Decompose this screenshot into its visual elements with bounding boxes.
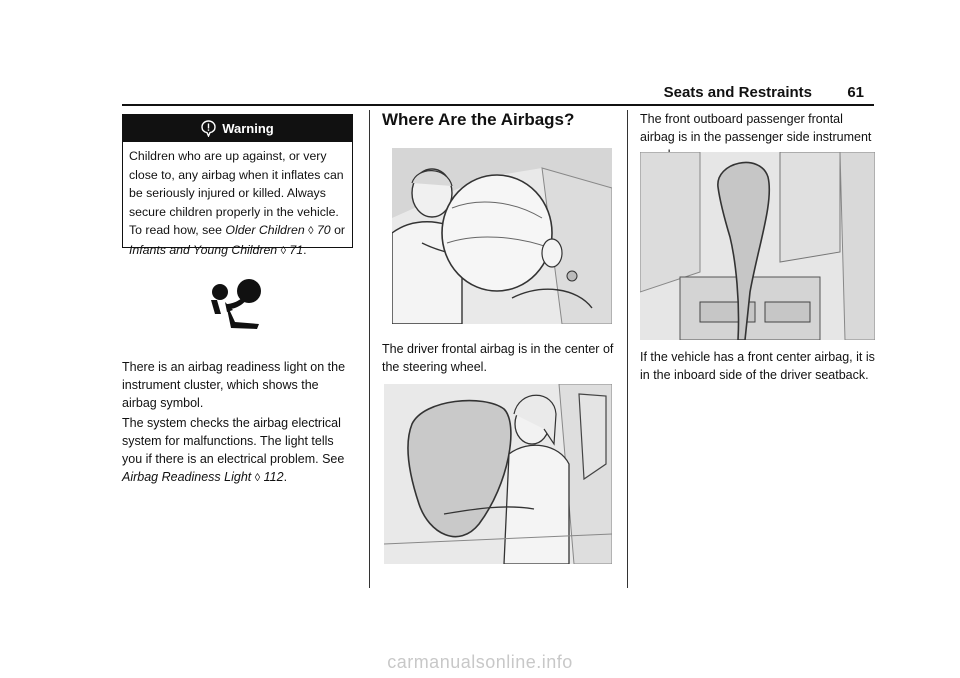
page-ref[interactable]: 70 bbox=[316, 223, 331, 238]
paragraph-passenger-airbag: The front outboard passenger frontal airbag is in the passenger side instrument bbox=[640, 112, 872, 144]
section-heading: Where Are the Airbags? bbox=[382, 110, 575, 129]
warning-text: Children who are up against, or very close to, any airbag when it inflates can be seriously injured or killed. Always secure children properly in the vehicle. To read how, see Older Children ◊ 70 or Infants and Young Children ◊ 71. bbox=[129, 149, 346, 257]
column-divider bbox=[369, 110, 370, 588]
column-divider bbox=[627, 110, 628, 588]
warning-icon bbox=[201, 120, 216, 137]
page-ref[interactable]: 112 bbox=[263, 470, 284, 484]
passenger-panel-airbag-illustration bbox=[640, 152, 875, 340]
ref-arrow-icon: ◊ bbox=[254, 472, 261, 484]
link-airbag-readiness-light[interactable]: Airbag Readiness Light bbox=[122, 470, 252, 484]
warning-header bbox=[123, 115, 352, 142]
paragraph-front-center-airbag: If the vehicle has a front center airbag, it is in the inboard side of the driver seatback. bbox=[640, 350, 875, 382]
page-number: 61 bbox=[847, 84, 864, 101]
link-infants-young-children[interactable]: Infants and Young Children bbox=[129, 242, 278, 257]
ref-arrow-icon: ◊ bbox=[280, 244, 286, 257]
link-older-children[interactable]: Older Children bbox=[225, 223, 305, 238]
warning-box bbox=[122, 114, 353, 257]
paragraph-readiness-light: There is an airbag readiness light on the instrument cluster, which shows the airbag symbol. bbox=[122, 360, 346, 410]
warning-title: Warning bbox=[222, 121, 274, 136]
section-title: Seats and Restraints bbox=[663, 84, 812, 101]
airbag-readiness-symbol-icon bbox=[211, 278, 269, 330]
paragraph-driver-airbag: The driver frontal airbag is in the center of the steering wheel. bbox=[382, 342, 614, 374]
page-ref[interactable]: 71 bbox=[289, 242, 304, 257]
header-rule bbox=[122, 104, 874, 106]
driver-airbag-illustration bbox=[392, 148, 612, 324]
ref-arrow-icon: ◊ bbox=[308, 225, 314, 238]
paragraph-system-check: The system checks the airbag electrical system for malfunctions. The light tells you if there is an electrical problem. See Airbag Readiness Light ◊ 112. bbox=[122, 416, 345, 484]
center-airbag-illustration bbox=[384, 384, 612, 564]
footer-watermark: carmanualsonline.info bbox=[387, 652, 573, 672]
